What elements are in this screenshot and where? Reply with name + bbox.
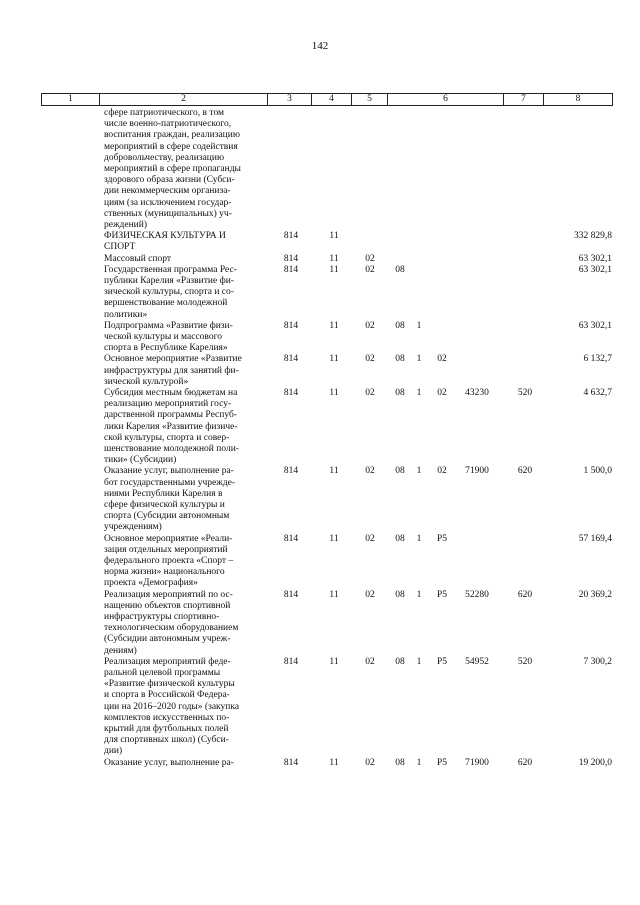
- row-description: [104, 466, 264, 533]
- row-cell-c6b: 1: [416, 387, 422, 398]
- row-description-line: здорового образа жизни (Субси-: [104, 175, 235, 186]
- row-cell-c5: 02: [365, 466, 375, 477]
- row-cell-c6a: 08: [395, 589, 405, 600]
- row-description-line: Подпрограмма «Развитие физи-: [104, 320, 233, 331]
- row-cell-c5: 02: [365, 320, 375, 331]
- row-cell-c4: 11: [329, 757, 339, 768]
- table-row: [0, 590, 640, 657]
- row-cell-c4: 11: [329, 264, 339, 275]
- row-cell-c5: 02: [365, 589, 375, 600]
- row-description-line: политики»: [104, 309, 148, 320]
- row-cell-c6a: 08: [395, 387, 405, 398]
- row-description-line: Реализация мероприятий феде-: [104, 656, 231, 667]
- row-description-line: комплектов искусственных по-: [104, 712, 230, 723]
- row-description-line: дарственной программы Респуб-: [104, 410, 237, 421]
- row-cell-c6c: 02: [437, 466, 447, 477]
- row-description: [104, 657, 264, 758]
- row-description-line: инфраструктуры для занятий фи-: [104, 365, 239, 376]
- row-description-line: (Субсидии автономным учреж-: [104, 634, 231, 645]
- row-cell-c6b: 1: [416, 466, 422, 477]
- row-cell-c4: 11: [329, 253, 339, 264]
- row-description: [104, 108, 264, 231]
- row-cell-c3: 814: [283, 466, 299, 477]
- row-cell-c6d: 71900: [465, 757, 489, 768]
- row-cell-c6a: 08: [395, 320, 405, 331]
- row-description-line: ФИЗИЧЕСКАЯ КУЛЬТУРА И: [104, 231, 226, 242]
- row-description-line: технологическим оборудованием: [104, 623, 239, 634]
- row-description-line: спорта в Республике Карелия»: [104, 343, 228, 354]
- row-description-line: проекта «Демография»: [104, 578, 198, 589]
- row-cell-c5: 02: [365, 253, 375, 264]
- row-description-line: зической культурой»: [104, 376, 189, 387]
- row-cell-c8: 4 632,7: [583, 387, 612, 398]
- row-description-line: дии некоммерческим организа-: [104, 186, 231, 197]
- row-cell-c6d: 43230: [465, 387, 489, 398]
- row-cell-c6a: 08: [395, 757, 405, 768]
- row-description: [104, 354, 264, 388]
- row-cell-c6c: P5: [436, 589, 448, 600]
- row-cell-c3: 814: [283, 354, 299, 365]
- row-cell-c4: 11: [329, 231, 339, 242]
- row-cell-c7: 520: [517, 656, 533, 667]
- row-description-line: мероприятий в сфере пропаганды: [104, 164, 241, 175]
- row-description-line: и спорта в Российской Федера-: [104, 690, 230, 701]
- row-description-line: циям (за исключением государ-: [104, 197, 232, 208]
- row-cell-c6c: P5: [436, 757, 448, 768]
- row-description-line: нащению объектов спортивной: [104, 600, 231, 611]
- row-cell-c6b: 1: [416, 320, 422, 331]
- row-cell-c7: 620: [517, 757, 533, 768]
- row-description-line: зической культуры, спорта и со-: [104, 287, 234, 298]
- row-cell-c3: 814: [283, 253, 299, 264]
- row-cell-c5: 02: [365, 354, 375, 365]
- table-row: [0, 265, 640, 321]
- row-description-line: ческой культуры и массового: [104, 331, 222, 342]
- row-cell-c8: 6 132,7: [583, 354, 612, 365]
- row-cell-c3: 814: [283, 231, 299, 242]
- row-description-line: публики Карелия «Развитие фи-: [104, 275, 234, 286]
- row-description-line: мероприятий в сфере содействия: [104, 141, 238, 152]
- row-cell-c5: 02: [365, 264, 375, 275]
- row-description-line: добровольчеству, реализацию: [104, 152, 225, 163]
- row-cell-c3: 814: [283, 656, 299, 667]
- table-row: [0, 254, 640, 265]
- row-cell-c3: 814: [283, 589, 299, 600]
- table-row: [0, 657, 640, 758]
- row-cell-c3: 814: [283, 533, 299, 544]
- row-description-line: ции на 2016–2020 годы» (закупка: [104, 701, 240, 712]
- row-description-line: федерального проекта «Спорт –: [104, 555, 234, 566]
- row-cell-c4: 11: [329, 387, 339, 398]
- row-description-line: спорта (Субсидии автономным: [104, 511, 230, 522]
- row-description-line: Массовый спорт: [104, 253, 172, 264]
- table-body: [0, 108, 640, 769]
- row-description-line: Субсидия местным бюджетам на: [104, 387, 238, 398]
- row-description-line: реждений): [104, 220, 147, 231]
- table-header: [41, 93, 613, 106]
- row-cell-c6b: 1: [416, 656, 422, 667]
- table-row: [0, 321, 640, 355]
- row-cell-c5: 02: [365, 757, 375, 768]
- row-description-line: Основное мероприятие «Реали-: [104, 533, 233, 544]
- row-description-line: крытий для футбольных полей: [104, 723, 229, 734]
- page-number: 142: [311, 40, 329, 52]
- row-description-line: Оказание услуг, выполнение ра-: [104, 466, 234, 477]
- row-cell-c6a: 08: [395, 466, 405, 477]
- row-description-line: Оказание услуг, выполнение ра-: [104, 757, 234, 768]
- row-cell-c6b: 1: [416, 757, 422, 768]
- row-description: [104, 590, 264, 657]
- header-col-6: 6: [388, 94, 504, 106]
- row-description-line: ниями Республики Карелия в: [104, 488, 223, 499]
- row-cell-c6a: 08: [395, 533, 405, 544]
- row-cell-c7: 520: [517, 387, 533, 398]
- row-cell-c4: 11: [329, 589, 339, 600]
- row-cell-c3: 814: [283, 320, 299, 331]
- row-cell-c7: 620: [517, 466, 533, 477]
- row-description-line: СПОРТ: [104, 242, 136, 253]
- row-cell-c6b: 1: [416, 354, 422, 365]
- row-description-line: учреждениям): [104, 522, 162, 533]
- row-description-line: бот государственными учрежде-: [104, 477, 235, 488]
- row-description-line: воспитания граждан, реализацию: [104, 130, 240, 141]
- row-description-line: зация отдельных мероприятий: [104, 544, 228, 555]
- row-description: [104, 321, 264, 355]
- row-description: [104, 534, 264, 590]
- row-cell-c8: 7 300,2: [583, 656, 612, 667]
- row-description: [104, 388, 264, 466]
- header-col-1: 1: [42, 94, 100, 106]
- row-cell-c5: 02: [365, 533, 375, 544]
- row-cell-c8: 19 200,0: [578, 757, 612, 768]
- row-cell-c8: 63 302,1: [578, 320, 612, 331]
- row-cell-c6b: 1: [416, 533, 422, 544]
- row-description-line: сфере физической культуры и: [104, 499, 225, 510]
- row-cell-c3: 814: [283, 757, 299, 768]
- row-description-line: ственных (муниципальных) уч-: [104, 208, 232, 219]
- row-cell-c5: 02: [365, 656, 375, 667]
- row-cell-c3: 814: [283, 264, 299, 275]
- row-cell-c8: 57 169,4: [578, 533, 612, 544]
- row-description-line: Реализация мероприятий по ос-: [104, 589, 233, 600]
- row-description: [104, 231, 264, 253]
- row-description-line: дии): [104, 746, 123, 757]
- header-col-4: 4: [312, 94, 352, 106]
- row-cell-c8: 20 369,2: [578, 589, 612, 600]
- row-cell-c4: 11: [329, 466, 339, 477]
- header-col-7: 7: [504, 94, 544, 106]
- row-cell-c6b: 1: [416, 589, 422, 600]
- row-description-line: реализацию мероприятий госу-: [104, 399, 232, 410]
- row-cell-c6c: P5: [436, 533, 448, 544]
- row-description-line: Государственная программа Рес-: [104, 264, 237, 275]
- row-description-line: «Развитие физической культуры: [104, 679, 235, 690]
- row-description-line: лики Карелия «Развитие физиче-: [104, 421, 238, 432]
- row-description-line: для спортивных школ) (Субси-: [104, 735, 229, 746]
- row-cell-c8: 332 829,8: [574, 231, 612, 242]
- row-cell-c6c: 02: [437, 387, 447, 398]
- header-col-2: 2: [100, 94, 268, 106]
- table-row: [0, 108, 640, 231]
- row-cell-c6c: P5: [436, 656, 448, 667]
- row-description: [104, 254, 264, 265]
- row-cell-c8: 1 500,0: [583, 466, 612, 477]
- header-col-5: 5: [352, 94, 388, 106]
- row-cell-c6d: 52280: [465, 589, 489, 600]
- row-cell-c4: 11: [329, 320, 339, 331]
- row-description-line: Основное мероприятие «Развитие: [104, 354, 242, 365]
- row-description-line: тики» (Субсидии): [104, 455, 177, 466]
- row-description-line: шенствование молодежной поли-: [104, 443, 239, 454]
- row-description: [104, 758, 264, 769]
- row-cell-c3: 814: [283, 387, 299, 398]
- table-row: [0, 354, 640, 388]
- row-description-line: инфраструктуры спортивно-: [104, 611, 220, 622]
- table-row: [0, 758, 640, 769]
- row-cell-c6a: 08: [395, 264, 405, 275]
- row-cell-c7: 620: [517, 589, 533, 600]
- row-description-line: ской культуры, спорта и совер-: [104, 432, 230, 443]
- row-description-line: дениям): [104, 645, 137, 656]
- row-cell-c4: 11: [329, 533, 339, 544]
- row-cell-c6a: 08: [395, 354, 405, 365]
- row-description-line: вершенствование молодежной: [104, 298, 228, 309]
- row-cell-c4: 11: [329, 656, 339, 667]
- row-description-line: числе военно-патриотического,: [104, 119, 232, 130]
- header-col-8: 8: [544, 94, 613, 106]
- table-row: [0, 388, 640, 466]
- row-cell-c4: 11: [329, 354, 339, 365]
- table-row: [0, 466, 640, 533]
- table-row: [0, 231, 640, 253]
- row-cell-c6d: 71900: [465, 466, 489, 477]
- row-cell-c8: 63 302,1: [578, 253, 612, 264]
- row-cell-c5: 02: [365, 387, 375, 398]
- row-cell-c6c: 02: [437, 354, 447, 365]
- row-cell-c6a: 08: [395, 656, 405, 667]
- row-description-line: сфере патриотического, в том: [104, 108, 225, 118]
- row-description: [104, 265, 264, 321]
- row-cell-c6d: 54952: [465, 656, 489, 667]
- table-row: [0, 534, 640, 590]
- header-col-3: 3: [268, 94, 312, 106]
- row-description-line: ральной целевой программы: [104, 667, 221, 678]
- row-description-line: норма жизни» национального: [104, 567, 225, 578]
- row-cell-c8: 63 302,1: [578, 264, 612, 275]
